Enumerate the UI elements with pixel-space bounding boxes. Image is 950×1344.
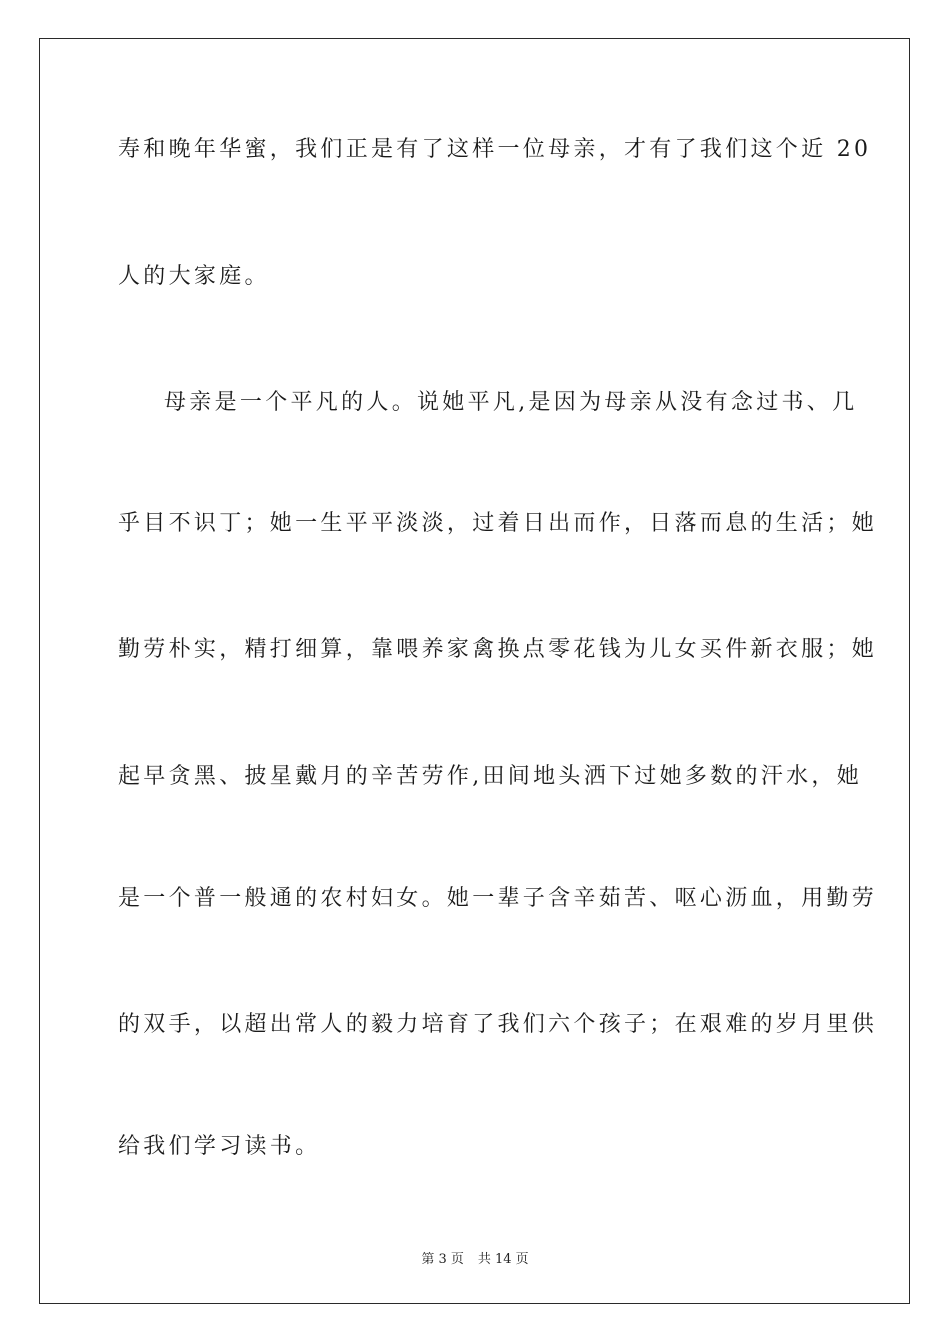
text-line: 给我们学习读书。	[118, 1134, 321, 1159]
text-line: 寿和晚年华蜜，我们正是有了这样一位母亲，才有了我们这个近 20	[118, 137, 872, 162]
page-border	[39, 38, 910, 1304]
text-line: 是一个普一般通的农村妇女。她一辈子含辛茹苦、呕心沥血，用勤劳	[118, 886, 878, 911]
page-number: 第 3 页	[421, 1252, 464, 1267]
text-line: 勤劳朴实，精打细算，靠喂养家禽换点零花钱为儿女买件新衣服；她	[118, 637, 878, 662]
text-line: 乎目不识丁；她一生平平淡淡，过着日出而作，日落而息的生活；她	[118, 511, 878, 536]
paragraph-first-line: 母亲是一个平凡的人。说她平凡,是因为母亲从没有念过书、几	[164, 390, 858, 415]
page-total: 共 14 页	[477, 1252, 529, 1267]
text-line: 人的大家庭。	[118, 264, 270, 289]
text-line: 的双手，以超出常人的毅力培育了我们六个孩子；在艰难的岁月里供	[118, 1012, 878, 1037]
page-footer	[0, 1248, 950, 1267]
text-line: 起早贪黑、披星戴月的辛苦劳作,田间地头洒下过她多数的汗水，她	[118, 764, 862, 789]
